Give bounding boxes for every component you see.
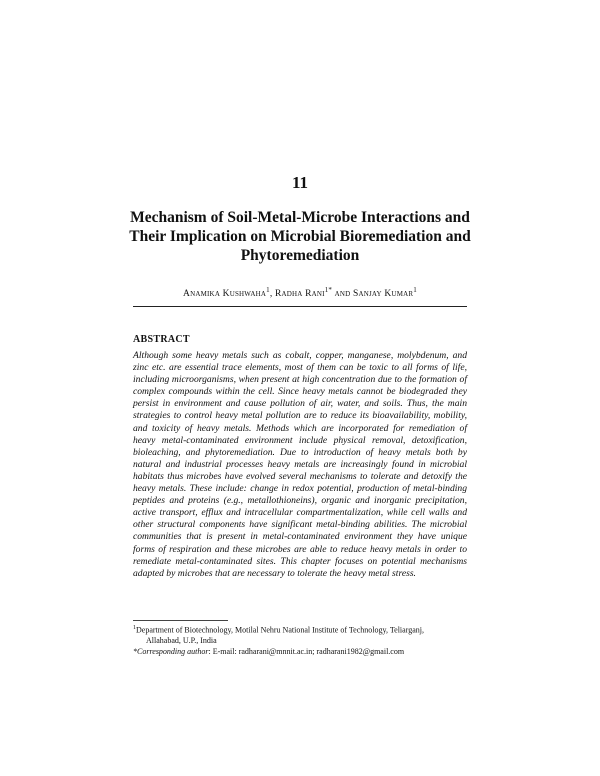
footnote-divider xyxy=(133,620,228,621)
abstract-text: Although some heavy metals such as cobalt, copper, manganese, molybdenum, and zinc etc. are essential trace elements, most of them can be toxic to all forms of life, including microorganisms, when present at high concentration due to the formation of complex compounds within the cell. Since heavy metals cannot be biodegraded they persist in environment and cause pollution of air, water, and soils. Thus, the main strategies to control heavy metal pollution are to reduce its bioavailability, mobility, and toxicity of heavy metals. Methods which are incorporated for remediation of heavy metal-contaminated environment include physical removal, detoxification, bioleaching, and phytoremediation. Due to introduction of heavy metals both by natural and industrial processes heavy metals are increasingly found in microbial habitats thus microbes have evolved several mechanisms to tolerate and detoxify the heavy metals. These include: change in redox potential, production of metal-binding peptides and proteins (e.g., metallothioneins), organic and inorganic precipitation, active transport, efflux and intracellular compartmentalization, while cell walls and other structural components have significant metal-binding abilities. The microbial communities that is present in metal-contaminated environment they have unique forms of respiration and these microbes are able to reduce heavy metals in order to remediate metal-contaminated sites. This chapter focuses on potential mechanisms adapted by microbes that are necessary to tolerate the heavy metal stress. xyxy=(133,350,467,579)
corresponding-author-footnote xyxy=(133,647,467,658)
author-list xyxy=(0,286,600,299)
author-separator: and xyxy=(332,289,354,300)
author-affiliation-mark: 1* xyxy=(324,286,333,294)
chapter-number: 11 xyxy=(291,173,309,192)
affiliation-line-2: Allahabad, U.P., India xyxy=(146,636,217,646)
affiliation-footnote xyxy=(133,623,467,636)
author-name: Anamika Kushwaha xyxy=(183,289,267,300)
affiliation-mark: 1 xyxy=(133,625,136,631)
corresponding-email: : E-mail: radharani@mnnit.ac.in; radharani1982@gmail.com xyxy=(208,646,405,656)
affiliation-line-1: Department of Biotechnology, Motilal Nehru National Institute of Technology, Teliarganj, xyxy=(136,625,424,635)
abstract-heading: ABSTRACT xyxy=(133,334,190,345)
author-name: Sanjay Kumar xyxy=(353,289,414,300)
title-divider xyxy=(133,306,467,307)
author-affiliation-mark: 1 xyxy=(266,286,270,294)
author-affiliation-mark: 1 xyxy=(413,286,417,294)
chapter-title: Mechanism of Soil-Metal-Microbe Interactions and Their Implication on Microbial Bioremediation and Phytoremediation xyxy=(129,209,471,264)
author-separator: , xyxy=(269,289,275,300)
author-name: Radha Rani xyxy=(274,289,325,300)
footnotes xyxy=(133,623,467,657)
corresponding-label: *Corresponding author xyxy=(133,646,209,656)
